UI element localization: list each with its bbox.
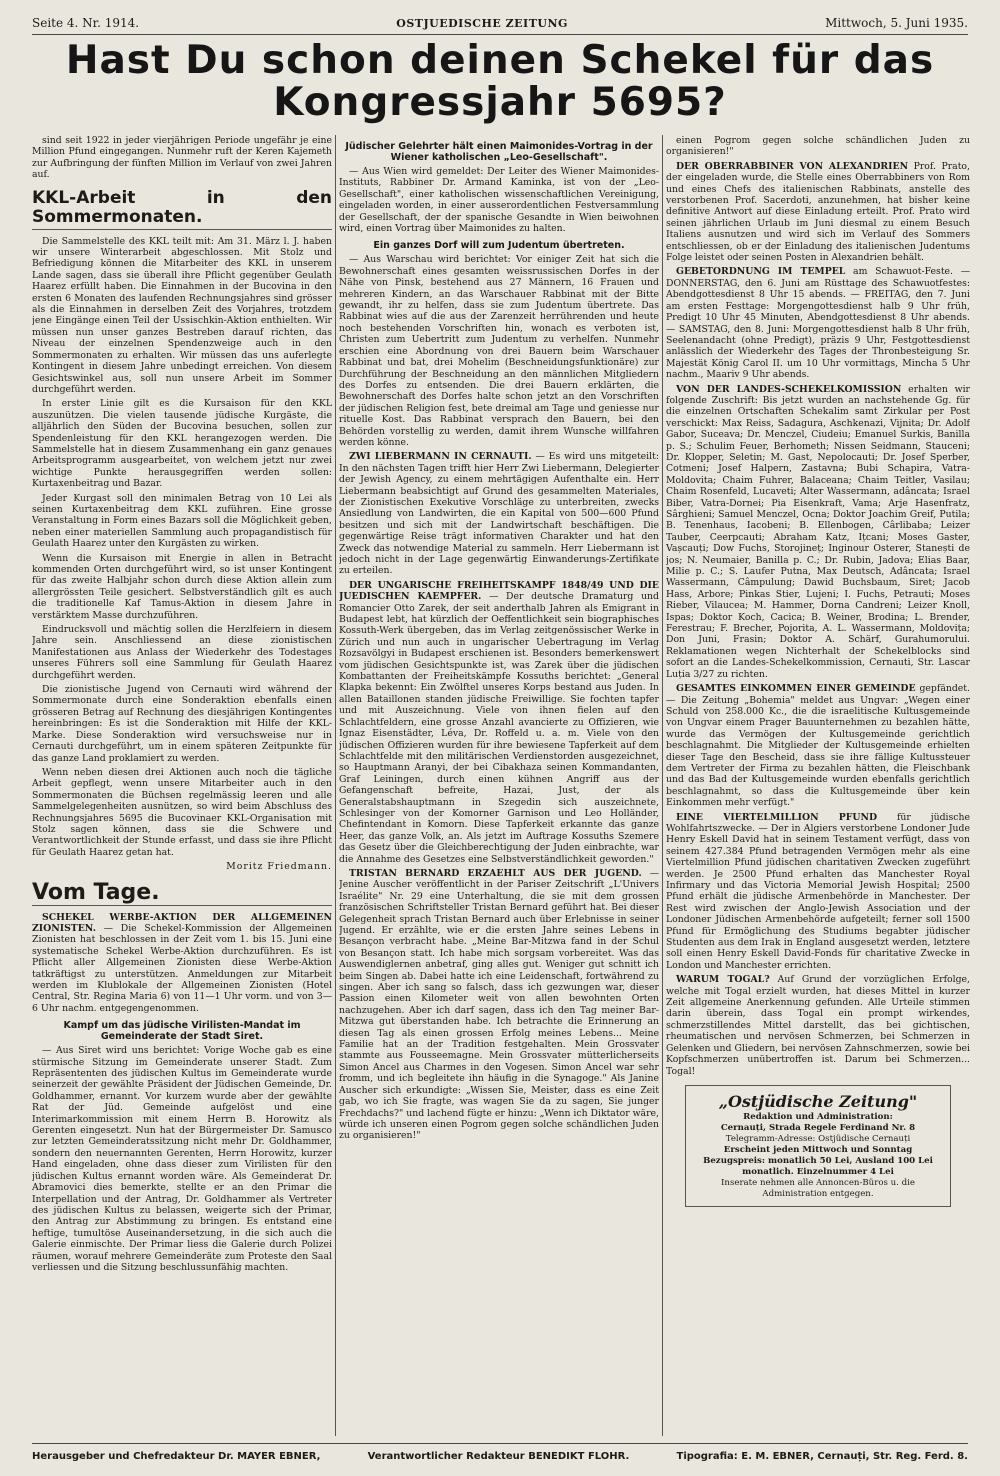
section-heading-vom-tage: Vom Tage.	[32, 881, 332, 906]
news-text: — Die Schekel-Kommission der Allgemeinen Zionisten hat beschlossen in der Zeit vom 1. bis 15. Juni eine systematische Schekel Werbe-Aktion durchzuführen. Es ist Pflicht aller Allgemeinen Zionisten diese Werbe-Aktion tatkräftigst zu unterstützen. Anmeldungen zur Mitarbeit werden im Klublokale der Allgemeinen Zionisten (Hotel Central, Str. Regina Maria 6) von 11—1 Uhr vorm. und von 3—6 Uhr nachm. entgegengenommen.	[32, 922, 332, 1014]
news-lead: EINE VIERTELMILLION PFUND	[676, 811, 878, 823]
column-1	[32, 135, 332, 1436]
article-heading-maimonides: Jüdischer Gelehrter hält einen Maimonides-Vortrag in der Wiener katholischen „Leo-Gesellschaft".	[345, 141, 653, 163]
publisher-info-box	[685, 1085, 951, 1207]
news-item	[339, 451, 659, 576]
news-text: Prof. Prato, der eingeladen wurde, die Stelle eines Oberrabbiners von Rom und eines Chefs des italienischen Rabbinats, anstelle des verstorbenen Prof. Sacerdoti, anzunehmen, hat bisher keine definitive Antwort auf diese Einladung erteilt. Prof. Prato wird seinen jährlichen Urlaub im Juni diesmal zu einem Besuch Italiens ausnutzen und wird sich im Verlauf des Sommers entschliessen, ob er der Einladung des italienischen Judentums Folge leistet oder seinen Posten in Alexandrien behält.	[666, 160, 970, 264]
column-rule	[335, 135, 336, 1436]
box-line: monatlich. Einzelnummer 4 Lei	[742, 1166, 894, 1177]
news-text: am Schawuot-Feste. — DONNERSTAG, den 6. Juni am Rüsttage des Schawuotfestes: Abendgottesdienst 8 Uhr 15 abends. — FREITAG, den 7. Juni am ersten Festtage: Morgengottesdienst halb 9 Uhr früh, Predigt 10 Uhr 45 Minuten, Abendgottesdienst 8 Uhr abends. — SAMSTAG, den 8. Juni: Morgengottesdienst halb 8 Uhr früh, Seelenandacht (ohne Predigt), präzis 9 Uhr, Festgottesdienst anlässlich der Wiederkehr des Tages der Thronbesteigung Sr. Majestät König Carol II. um 10 Uhr vormittags, Mincha 5 Uhr nachm., Maariv 9 Uhr abends.	[666, 266, 970, 381]
ad-text: Auf Grund der vorzüglichen Erfolge, welche mit Togal erzielt wurden, hat dieses Mittel in kurzer Zeit allgemeine Anerkennung gefunden. Alle Urteile stimmen darin überein, dass Togal ein prompt wirkendes, schmerzstillendes Mittel darstellt, das bei gichtischen, rheumatischen und nervösen Schmerzen, bei Schmerzen in Gelenken und Gliedern, bei nervösen Zahnschmerzen, sowie bei Kopfschmerzen unübertroffen ist. Darum bei Schmerzen... Togal!	[666, 974, 970, 1077]
headline-line-2: Kongressjahr 5695?	[273, 80, 727, 125]
article-paragraph: — Aus Siret wird uns berichtet: Vorige Woche gab es eine stürmische Sitzung im Gemeinderate unserer Stadt. Zum Repräsententen des jüdischen Kultus im Gemeinderate wurde seinerzeit der gewählte Präsident der Jüdischen Gemeinde, Dr. Goldhammer, ernannt. Vor kurzem wurde aber der gewählte Rat der Jüd. Gemeinde aufgelöst und eine Interimarkommission mit einem Herrn B. Horowitz als Gerenten eingesetzt. Nun hat der Bürgermeister Dr. Samusco zur letzten Gemeinderatssitzung nicht mehr Dr. Goldhammer, sondern den neuernannten Gerenten, Herrn Horowitz, kurzer Hand eingeladen, ohne dass dieser zum Virilisten für den jüdischen Kultus ernannt worden wäre. Als Gemeinderat Dr. Abramovici dies bemerkte, stellte er an den Primar die Interpellation und der Antrag, Dr. Goldhammer als Vertreter des jüdischen Kultus zu belassen, weigerte sich der Primar, den Antrag zur Abstimmung zu bringen. Es entstand eine heftige, tumultöse Auseinandersetzung, in die sich auch die Galerie einmischte. Der Primar liess die Galerie durch Polizei räumen, worauf mehrere Gemeinderäte zum Proteste den Saal verliessen und die Sitzung beschlussunfähig machten.	[32, 1045, 332, 1273]
article-paragraph: Wenn die Kursaison mit Energie in allen in Betracht kommenden Orten durchgeführt wird, so ist unser Kontingent für das zweite Halbjahr schon durch diese Aktion allein zum allergrössten Teile gesichert. Selbstverständlich gilt es auch die traditionelle Kaf Tamus-Aktion in diesem Jahre in verstärktem Masse durchzuführen.	[32, 552, 332, 621]
column-3	[666, 135, 970, 1436]
news-lead: DER UNGARISCHE FREIHEITSKAMPF 1848/49 UND DIE JUEDISCHEN KAEMPFER.	[339, 579, 659, 603]
article-paragraph: Eindrucksvoll und mächtig sollen die Herzlfeiern in diesem Jahre sein. Anschliessend an diese zionistischen Manifestationen aus Anlass der Wiederkehr des Todestages unseres Führers soll eine Sammlung für Geulath Haarez durchgeführt werden.	[32, 624, 332, 681]
news-item	[339, 580, 659, 865]
intro-paragraph: sind seit 1922 in jeder vierjährigen Periode ungefähr je eine Million Pfund eingegangen. Nunmehr ruft der Keren Kajemeth zur Aufbringung der fünften Million im Verlauf von zwei Jahren auf.	[32, 135, 332, 181]
box-line: Telegramm-Adresse: Ostjüdische Cernauți	[725, 1133, 911, 1144]
masthead	[32, 12, 968, 35]
box-line: Inserate nehmen alle Annoncen-Büros u. die Administration entgegen.	[721, 1177, 915, 1199]
article-paragraph: Jeder Kurgast soll den minimalen Betrag von 10 Lei als seinen Kurtaxenbeitrag dem KKL zuführen. Eine grosse Veranstaltung in Form eines Bazars soll die Möglichkeit geben, neben einer materiellen Sammlung auch propagandistisch für Geulath Haarez unter den Kurgästen zu wirken.	[32, 492, 332, 550]
news-item	[339, 868, 659, 1142]
article-heading-siret: Kampf um das jüdische Virilisten-Mandat im Gemeinderate der Stadt Siret.	[63, 1020, 301, 1043]
headline	[22, 40, 978, 132]
box-title: „Ostjüdische Zeitung"	[718, 1091, 918, 1111]
ad-lead: WARUM TOGAL?	[676, 974, 770, 986]
news-lead: GESAMTES EINKOMMEN EINER GEMEINDE	[676, 683, 916, 695]
article-paragraph: — Aus Wien wird gemeldet: Der Leiter des Wiener Maimonides-Instituts, Rabbiner Dr. Armand Kaminka, ist von der „Leo-Gesellschaft", einer katholischen wissenschaftlichen Vereinigung, eingeladen worden, in einer ausserordentlichen Festversammlung der Gesellschaft, der der spanische Gesandte in Wien beiwohnen wird, einen Vortrag über Maimonides zu halten.	[339, 166, 659, 235]
news-item	[666, 161, 970, 264]
news-item	[32, 912, 332, 1015]
column-2	[339, 135, 659, 1436]
article-paragraph: Die zionistische Jugend von Cernauti wird während der Sommermonate durch eine Sonderaktion ebenfalls einen grösseren Betrag auf Rechnung des diesjährigen Kontingentes hereinbringen: Es ist die Sonderaktion mit Hilfe der KKL-Marke. Diese Sonderaktion wird versuchsweise nur in Cernauti durchgeführt, um in einem späteren Zeitpunkte für das ganze Land proklamiert zu werden.	[32, 684, 332, 764]
footer-printer: Tipografia: E. M. EBNER, Cernauți, Str. Reg. Ferd. 8.	[676, 1450, 968, 1462]
column-rule	[662, 135, 663, 1436]
news-item	[666, 683, 970, 808]
footer-publisher: Herausgeber und Chefredakteur Dr. MAYER EBNER,	[32, 1450, 321, 1462]
author-signature: Moritz Friedmann.	[226, 861, 332, 873]
box-line: Bezugspreis: monatlich 50 Lei, Ausland 100 Lei	[703, 1155, 933, 1166]
article-heading-kkl: KKL-Arbeit in den Sommermonaten.	[32, 189, 332, 230]
footer	[32, 1443, 968, 1468]
news-item	[666, 812, 970, 972]
box-line: Cernauți, Strada Regele Ferdinand Nr. 8	[720, 1122, 916, 1133]
news-text: — Es wird uns mitgeteilt: In den nächsten Tagen trifft hier Herr Zwi Liebermann, Delegierter der Jewish Agency, zu einem mehrtägigen Aufenthalte ein. Herr Liebermann beabsichtigt auf Grund des gesammelten Materiales, der Zionistischen Exekutive Vorschläge zu unterbreiten, zwecks Ansiedlung von Landwirten, die ein Kapital von 500—600 Pfund besitzen und sich mit der Landwirtschaft beschäftigen. Die gegenwärtige Reise trägt informativen Charakter und hat den Zweck das notwendige Material zu sammeln. Herr Liebermann ist jedoch nicht in der Lage gegenwärtig Einwanderungs-Zertifikate zu erteilen.	[339, 451, 659, 577]
article-paragraph: Die Sammelstelle des KKL teilt mit: Am 31. März l. J. haben wir unsere Winterarbeit abgeschlossen. Mit Stolz und Befriedigung können die Mitarbeiter des KKL in unserem Lande sagen, dass sie überall ihre Pflicht gegenüber Geulath Haarez erfüllt haben. Die Einnahmen in der Bucovina in den ersten 6 Monaten des laufenden Rechnungsjahres sind grösser als die Einnahmen in derselben Zeit des Vorjahres, trotzdem jene Eingänge einen Teil der Ussischkin-Aktion enthielten. Wir müssen nun unser ganzes Bestreben darauf richten, das Niveau der einzelnen Spendenzweige auch in den Sommermonaten zu erhalten. Wir müssen das uns auferlegte Kontingent in diesem Jahre unbedingt erreichen. Von diesem Gesichtswinkel aus, soll nun unsere Arbeit im Sommer durchgeführt werden.	[32, 235, 332, 395]
news-item	[666, 384, 970, 681]
headline-line-1: Hast Du schon deinen Schekel für das	[65, 38, 935, 83]
page-number: Seite 4. Nr. 1914.	[32, 16, 140, 30]
advertisement	[666, 974, 970, 1077]
news-text: — Jenine Auscher veröffentlicht in der Pariser Zeitschrift „L'Univers Israélite" Nr. 29 eine Unterhaltung, die sie mit dem grossen französischen Schriftsteller Tristan Bernard geführt hat. Bei dieser Gelegenheit sprach Tristan Bernard auch über Erlebnisse in seiner Jugend. Er erzählte, wie er die ersten Jahre seines Lebens in Besançon verbracht habe. „Meine Bar-Mitzwa fand in der Schul von Besançon statt. Ich habe mich sorgsam vorbereitet. Was das Auswendiglernen anbetraf, ging alles gut. Weniger gut schnitt ich beim Singen ab. Dabei hatte ich eine Leidenschaft, fortwährend zu singen. Aber ich sang so falsch, dass ich gezwungen war, dieser Passion einen Kilometer weit von allen bewohnten Orten nachzugehen. Aber ich darf sagen, dass ich den Tag meiner Bar-Mitzwa gut überstanden habe. Ich betrachte die Erinnerung an diesen Tag als einen grossen Erfolg meines Lebens... Meine Familie hat an der Tradition festgehalten. Mein Grossvater stammte aus Fousseemagne. Mein Grossvater mütterlicherseits Simon Ancel aus Charmes in den Vogesen. Simon Ancel war sehr fromm, und ich begleitete ihn häufig in die Synagoge." Als Janine Auscher sich erkundigte: „Wissen Sie, Meister, dass es eine Zeit gab, wo ich Sie fragte, was wagen Sie da zu sagen, Sie junger Frechdachs?" und lachend fügte er hinzu: „Wenn ich Diktator wäre, würde ich unseren einen Pogrom gegen solche schändlichen Juden zu organisieren!"	[339, 867, 659, 1142]
article-heading-dorf: Ein ganzes Dorf will zum Judentum übertreten.	[373, 240, 625, 252]
continued-paragraph: einen Pogrom gegen solche schändlichen Juden zu organisieren!"	[666, 135, 970, 158]
box-line: Erscheint jeden Mittwoch und Sonntag	[723, 1144, 913, 1155]
article-paragraph: — Aus Warschau wird berichtet: Vor einiger Zeit hat sich die Bewohnerschaft eines gesamten weissrussischen Dorfes in der Nähe von Pinsk, bestehend aus 27 Männern, 16 Frauen und mehreren Kindern, an das Warschauer Rabbinat mit der Bitte gewandt, ihr zu helfen, dass sie zum Judentum übertrete. Das Rabbinat wies auf die aus der Zarenzeit herrührenden und heute noch bestehenden Vorschriften hin, wonach es verboten ist, Christen zum Uebertritt zum Judentum zu verhelfen. Nunmehr erschien eine Abordnung von drei Bauern beim Warschauer Rabbinat und bat, drei Mohelim (Beschneidungsfunktionäre) zur Durchführung der Beschneidung an den männlichen Mitgliedern des Dorfes zu entsenden. Die drei Bauern erklärten, die Bewohnerschaft des Dorfes halte schon jetzt an den Vorschriften der jüdischen Religion fest, bete dreimal am Tage und geniesse nur rituelle Kost. Das Rabbinat versprach den Bauern, bei den Behörden vorstellig zu werden, damit ihrem Wunsche willfahren werden könne.	[339, 254, 659, 448]
news-lead: ZWI LIEBERMANN IN CERNAUTI.	[349, 451, 532, 463]
news-lead: VON DER LANDES-SCHEKELKOMISSION	[676, 383, 902, 395]
newspaper-name: OSTJUEDISCHE ZEITUNG	[396, 16, 568, 30]
news-text: — Der deutsche Dramaturg und Romancier Otto Zarek, der seit anderthalb Jahren als Emigrant in Budapest lebt, hat kürzlich der Oeffentlichkeit sein biographisches Kossuth-Werk übergeben, das im Verlag zeitgenössischer Werke in Zürich und nun auch in ungarischer Uebertragung im Verlag Rozsavölgyi in Budapest erschienen ist. Besonders bemerkenswert vom jüdischen Gesichtspunkte ist, was Zarek über die jüdischen Kombattanten der Freiheitskämpfe Kossuths berichtet: „General Klapka bekennt: Ein Zwölftel unseres Korps bestand aus Juden. In allen Bataillonen standen jüdische Freiwillige. Sie fochten tapfer und mit Auszeichnung. Viele von ihnen fielen auf den Schlachtfeldern, eine grosse Anzahl avancierte zu Offizieren, wie Ignaz Eisenstädter, Léva, Dr. Roffeld u. a. m. Viele von den jüdischen Offizieren wurden für ihre bewiesene Tapferkeit auf dem Schlachtfelde mit den militärischen Verdienstorden ausgezeichnet, so Hauptmann Aranyi, der bei Cibakhaza seinen Kommandanten, Graf Leiningen, durch einen kühnen Angriff aus der Gefangenschaft befreite, Hazai, Just, der als Generalstabshauptmann in Szegedin sich auszeichnete, Schlesinger von der Komorner Garnison und Leo Holländer, Chefintendant in Komorn. Diese Tapferkeit erkannte das ganze Heer, das ganze Volk, an. Als jetzt im Auftrage Kossuths Szemere das Gesetz über die Gleichberechtigung der Juden einbrachte, war die Annahme des Gesetzes eine Selbstverständlichkeit geworden."	[339, 591, 659, 865]
news-item	[666, 266, 970, 380]
article-paragraph: Wenn neben diesen drei Aktionen auch noch die tägliche Arbeit gepflegt, wenn unsere Mitarbeiter auch in den Sommermonaten die Büchsen regelmässig leeren und alle Sammelgelegenheiten ausnützen, so wird beim Abschluss des Rechnungsjahres 5695 die Bucovinaer KKL-Organisation mit Stolz sagen können, dass sie die Schwere und Verantwortlichkeit der Stunde erfasst, und dass sie ihre Pflicht für Geulath Haarez getan hat.	[32, 766, 332, 858]
news-text: gepfändet. — Die Zeitung „Bohemia" meldet aus Ungvar: „Wegen einer Schuld von 258.000 Kc., die die israelitische Kultusgemeinde von Ungvar einem Prager Bauunternehmen zu bezahlen hätte, wurde das Vermögen der Kultusgemeinde gerichtlich beschlagnahmt. Die Mitglieder der Kultusgemeinde erhielten dieser Tage den Bescheid, dass sie ihre fällige Kultussteuer dem Vertreter der Firma zu bezahlen hätten, die Fleischbank und das Bad der Kultusgemeinde wurden ebenfalls gerichtlich beschlagnahmt, so dass die Kultusgemeinde über kein Einkommen mehr verfügt."	[666, 683, 970, 809]
news-text: für jüdische Wohlfahrtszwecke. — Der in Algiers verstorbene Londoner Jude Henry Eskell David hat in seinem Testament verfügt, dass von seinem 427.384 Pfund betragenden Vermögen mehr als eine Viertelmillion Pfund jüdischen charitativen Zwecken zugeführt werden. Je 2500 Pfund erhalten das Manchester Royal Infirmary und das Victoria Memorial Jewish Hospital; 2500 Pfund erhält die jüdische Armenbehörde in Manchester. Der Rest wird zwischen der Anglo-Jewish Association und der Londoner Jüdischen Armenbehörde aufgeteilt; ferner soll 1500 Pfund für Ermöglichung des Studiums begabter jüdischer Studenten aus dem Irak in England ausgesetzt werden, letztere soll einen Henry Eskell David-Fonds für charitative Zwecke in London und Manchester errichten.	[666, 811, 970, 971]
news-lead: SCHEKEL WERBE-AKTION DER ALLGEMEINEN ZIONISTEN.	[32, 911, 332, 934]
news-text: erhalten wir folgende Zuschrift: Bis jetzt wurden an nachstehende Gg. für die einzelnen Ortschaften Schekalim samt Zirkular per Post verschickt: Max Reiss, Sadagura, Aschkenazi, Vijnita; Dr. Adolf Gabor, Suceava; Dr. Menczel, Ciudeiu; Emanuel Surkis, Banilla p. S.; Schulim Feuer, Berhometh; Nissen Seidmann, Stauceni; Dr. Klopper, Seletin; M. Gast, Nepolocauti; Dr. Josef Sperber, Cotmeni; Josef Halpern, Zastavna; Bubi Schapira, Vatra-Moldovita; Chaim Fuhrer, Balaceana; Chaim Teitler, Vasilau; Chaim Rosenfeld, Lucaveti; Alter Wassermann, adâncata; Israel Biber, Vatra-Dornei; Pia Eisenkraft, Vama; Arje Hasenfratz, Sârghieni; Samuel Menczel, Ocna; Doktor Joachim Greif, Putila; B. Tenenhaus, Iacobeni; B. Ellenbogen, Cârlibaba; Leizer Tauber, Ceerpcauti; Abraham Katz, Ițcani; Moses Gaster, Vașcauți; Dow Fuchs, Storojineț; Inginour Osterer, Stanești de jos; N. Neumaier, Banilla p. C.; Dr. Rubin, Jadova; Elias Baar, Milie p. C.; S. Laufer Putna, Max Deutsch, Adâncata; Israel Wassermann, Câmpulung; Dawid Buchsbaum, Siret; Jacob Hass, Arbore; Pinkas Stier, Lujeni; I. Fuchs, Petrauti; Moses Rieber, Vilaucea; M. Hammer, Dorna Candreni; Leizer Knoll, Ispas; Doktor Koch, Cacica; B. Weiner, Brodina; L. Brender, Ferestrau; F. Brecher, Pojorita, A. L. Wassermann, Moldovița; Don Juni, Frasin; Doktor A. Schärf, Gurahumorului. Reklamationen wegen Nichterhalt der Schekelblocks sind sofort an die Landes-Schekelkommission, Cernauti, Str. Lascar Luția 3/27 zu richten.	[666, 383, 970, 680]
article-paragraph: In erster Linie gilt es die Kursaison für den KKL auszunützen. Die vielen tausende jüdische Kurgäste, die alljährlich den Süden der Bucovina besuchen, sollen zur Spendenleistung für den KKL herangezogen werden. Die Sammelstelle hat in diesem Zusammenhang ein ganz genaues Arbeitsprogramm ausgearbeitet, von welchem jetzt nur zwei wichtige Punkte herausgegriffen werden sollen: Kurtaxenbeitrag und Bazar.	[32, 398, 332, 490]
issue-date: Mittwoch, 5. Juni 1935.	[825, 16, 968, 30]
footer-editor: Verantwortlicher Redakteur BENEDIKT FLOHR.	[367, 1450, 630, 1462]
news-lead: DER OBERRABBINER VON ALEXANDRIEN	[676, 160, 909, 172]
news-lead: GEBETORDNUNG IM TEMPEL	[676, 266, 846, 278]
news-lead: TRISTAN BERNARD ERZAEHLT AUS DER JUGEND.	[349, 867, 642, 879]
box-line: Redaktion und Administration:	[743, 1111, 893, 1122]
